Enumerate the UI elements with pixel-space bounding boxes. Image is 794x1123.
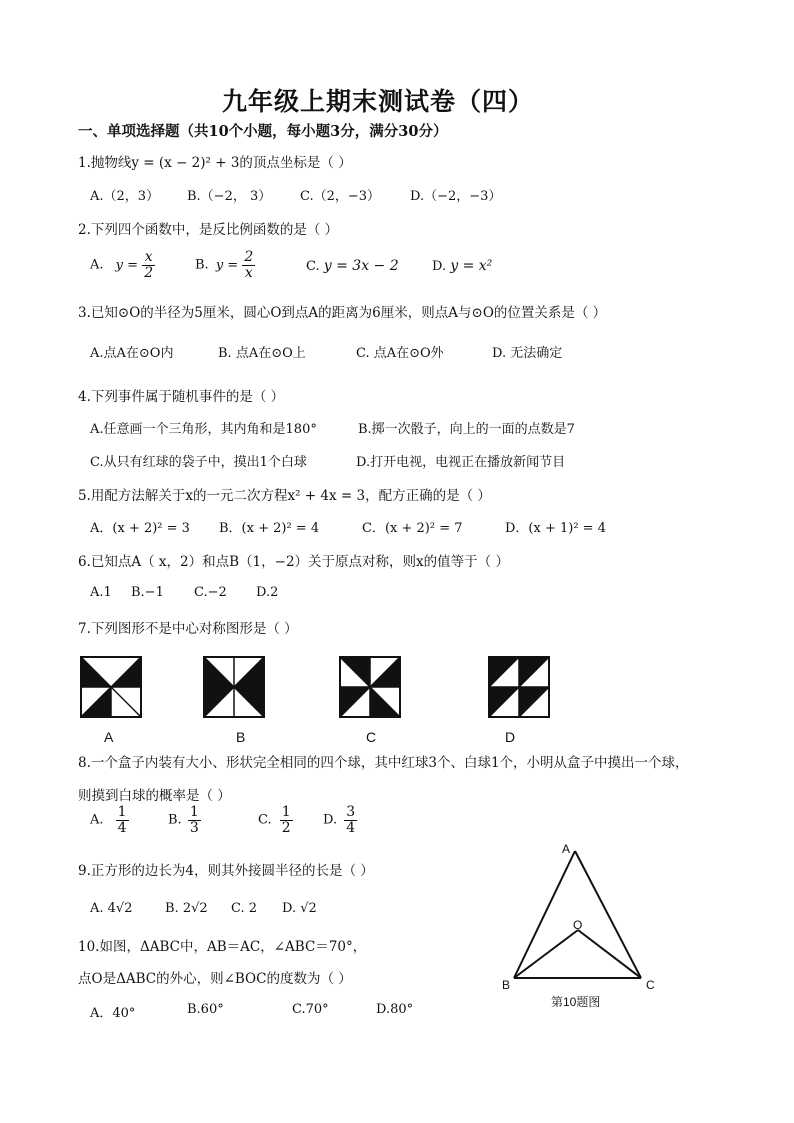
q2-option-d: [432, 258, 492, 274]
question-10-stem-line2: 点O是ΔABC的外心，则∠BOC的度数为（ ）: [78, 971, 352, 987]
triangle-figure: [498, 843, 668, 983]
q8-option-d: [323, 805, 357, 835]
figure-c-label: C: [366, 729, 377, 745]
question-4-stem: 4.下列事件属于随机事件的是（ ）: [78, 389, 285, 405]
question-2-stem: 2.下列四个函数中，是反比例函数的是（ ）: [78, 222, 339, 238]
q8-a-numerator: 1: [117, 804, 127, 820]
q2-option-c: [306, 258, 399, 274]
vertex-label-c: C: [646, 978, 655, 992]
figure-a: [81, 657, 141, 717]
question-3-stem: 3.已知⊙O的半径为5厘米，圆心O到点A的距离为6厘米，则点A与⊙O的位置关系是（ ）: [78, 305, 607, 321]
figure-a-label: A: [104, 729, 114, 745]
q9-option-b: B. 2√2: [165, 901, 208, 916]
figure-b-label: B: [236, 729, 246, 745]
question-8-stem-line1: 8.一个盒子内装有大小、形状完全相同的四个球，其中红球3个、白球1个，小明从盒子中摸出一个球，: [78, 755, 689, 771]
section-heading: 一、单项选择题（共10个小题，每小题3分，满分30分）: [78, 123, 448, 140]
question-6-stem: 6.已知点A（ x，2）和点B（1，−2）关于原点对称，则x的值等于（ ）: [78, 554, 509, 570]
q1-option-d: D.（−2，−3）: [410, 189, 502, 204]
q2-a-numerator: x: [142, 250, 155, 266]
figure-c: [340, 657, 400, 717]
q2-a-denominator: 2: [144, 264, 154, 281]
q10-option-b: B.60°: [187, 1002, 224, 1017]
q3-option-c: C. 点A在⊙O外: [356, 346, 444, 361]
vertex-label-a: A: [562, 842, 571, 856]
q5-option-d: D．(x + 1)² = 4: [505, 521, 606, 536]
q8-b-numerator: 1: [189, 804, 199, 820]
figure-d-label: D: [505, 729, 516, 745]
q2-b-numerator: 2: [244, 249, 254, 265]
q6-option-a: A.1: [90, 585, 112, 600]
q4-option-c: C.从只有红球的袋子中，摸出1个白球: [90, 455, 307, 470]
q2-option-b-yeq: y =: [215, 257, 239, 273]
q10-option-c: C.70°: [292, 1002, 329, 1017]
q2-option-a-label: A.: [90, 257, 104, 273]
q8-d-denominator: 4: [346, 819, 356, 836]
question-1-stem: 1.抛物线y = (x − 2)² + 3的顶点坐标是（ ）: [78, 155, 352, 171]
q2-option-c-label: C.: [306, 259, 320, 274]
question-8-stem-line2: 则摸到白球的概率是（ ）: [78, 788, 231, 804]
q8-option-b: [168, 805, 201, 835]
q2-option-a: [90, 250, 155, 280]
q6-option-b: B.−1: [131, 585, 164, 600]
q8-c-numerator: 1: [281, 804, 291, 820]
q10-option-d: D.80°: [376, 1002, 414, 1017]
vertex-label-b: B: [502, 978, 511, 992]
q2-b-denominator: x: [244, 264, 253, 281]
q8-option-b-label: B.: [168, 812, 182, 828]
q2-option-a-fraction: [142, 250, 155, 280]
q5-option-b: B．(x + 2)² = 4: [219, 521, 320, 536]
q8-c-denominator: 2: [281, 819, 291, 836]
q8-option-c: [258, 805, 293, 835]
vertex-label-o: O: [573, 918, 583, 932]
figure-caption: 第10题图: [551, 995, 601, 1009]
q8-option-c-fraction: [280, 805, 293, 835]
question-5-stem: 5.用配方法解关于x的一元二次方程x² + 4x = 3，配方正确的是（ ）: [78, 488, 491, 504]
q4-option-b: B.掷一次骰子，向上的一面的点数是7: [358, 422, 575, 437]
q3-option-d: D. 无法确定: [492, 346, 563, 361]
q8-d-numerator: 3: [346, 804, 356, 820]
q4-option-a: A.任意画一个三角形，其内角和是180°: [90, 422, 317, 437]
question-9-stem: 9.正方形的边长为4，则其外接圆半径的长是（ ）: [78, 863, 374, 879]
q6-option-d: D.2: [256, 585, 279, 600]
q1-option-c: C.（2，−3）: [300, 189, 381, 204]
q8-option-c-label: C.: [258, 812, 272, 828]
question-7-stem: 7.下列图形不是中心对称图形是（ ）: [78, 621, 298, 637]
q9-option-a: A. 4√2: [90, 901, 133, 916]
q7-figures: [78, 654, 638, 724]
q1-option-b: B.（−2， 3）: [187, 189, 272, 204]
q9-option-d: D. √2: [282, 901, 317, 916]
q8-b-denominator: 3: [189, 819, 199, 836]
q2-option-a-yeq: y =: [115, 257, 139, 273]
q3-option-b: B. 点A在⊙O上: [218, 346, 306, 361]
q8-option-a-label: A.: [90, 812, 104, 828]
q8-option-b-fraction: [188, 805, 201, 835]
q8-a-denominator: 4: [117, 819, 127, 836]
q4-option-d: D.打开电视，电视正在播放新闻节目: [356, 455, 566, 470]
q6-option-c: C.−2: [194, 585, 227, 600]
q8-option-a-fraction: [116, 805, 129, 835]
q3-option-a: A.点A在⊙O内: [90, 346, 174, 361]
question-10-stem-line1: 10.如图，ΔABC中，AB＝AC，∠ABC＝70°，: [78, 939, 367, 955]
q2-option-d-label: D.: [432, 259, 447, 274]
figure-d: [489, 657, 549, 717]
q10-option-a: A．40°: [90, 1006, 136, 1021]
q9-option-c: C. 2: [231, 901, 258, 916]
q8-option-d-label: D.: [323, 812, 338, 828]
page-title: 九年级上期末测试卷（四）: [222, 87, 535, 116]
q1-option-a: A.（2，3）: [90, 189, 160, 204]
q2-option-c-expr: y = 3x − 2: [323, 258, 399, 274]
q5-option-a: A．(x + 2)² = 3: [90, 521, 190, 536]
q8-option-a: [90, 805, 129, 835]
q2-option-b-label: B.: [195, 257, 209, 273]
q2-option-d-expr: y = x²: [450, 258, 493, 274]
q2-option-b-fraction: [242, 250, 255, 280]
q2-option-b: [195, 250, 255, 280]
q5-option-c: C．(x + 2)² = 7: [362, 521, 463, 536]
figure-b: [204, 657, 264, 717]
q8-option-d-fraction: [344, 805, 357, 835]
